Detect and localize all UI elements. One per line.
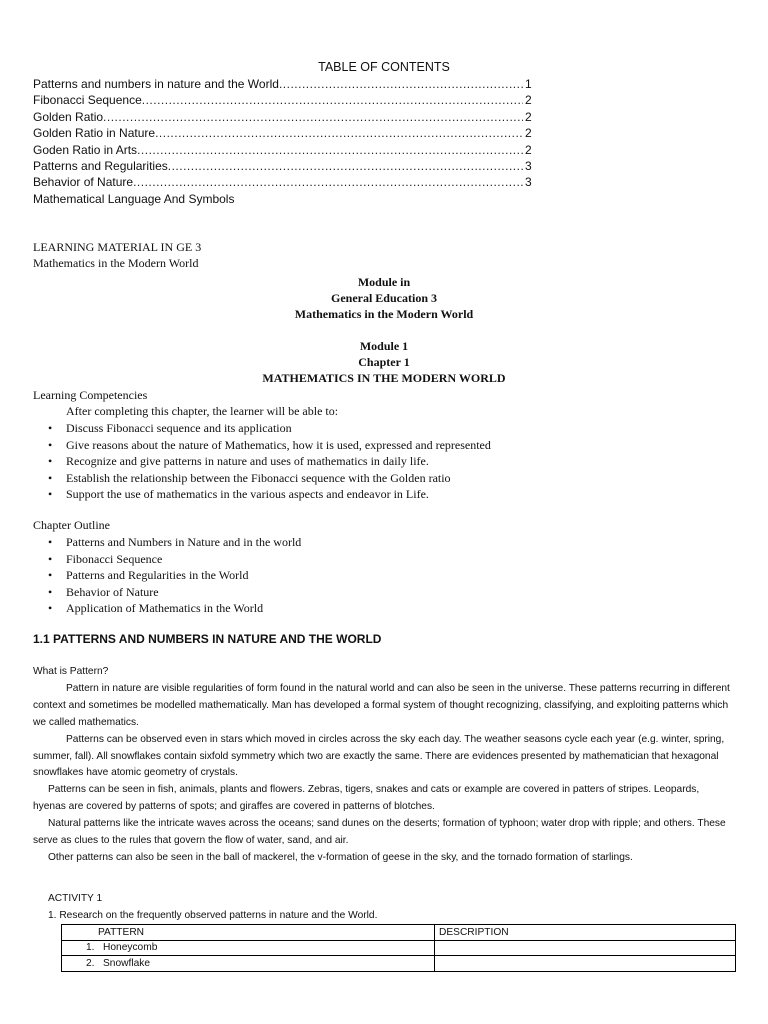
module-line: Module in (357, 275, 411, 289)
toc-entry-page: 1 (525, 77, 532, 91)
activity-table (61, 924, 736, 972)
toc-entry-label: Behavior of Nature (33, 175, 134, 190)
toc-entry[interactable] (33, 92, 533, 108)
list-item: • Fibonacci Sequence (33, 551, 301, 568)
paragraph: Natural patterns like the intricate waves across the oceans; sand dunes on the deserts; formation of typhoon; water drop with ripple; and others. These serve as clues to the rules that govern the flow of water, sand, and air. (33, 818, 726, 847)
module-heading (0, 274, 768, 322)
toc-entry[interactable] (33, 76, 533, 92)
list-item: • Patterns and Numbers in Nature and in the world (33, 534, 301, 551)
toc-title: TABLE OF CONTENTS (318, 60, 450, 74)
pattern-cell (62, 940, 435, 956)
module-number: Module 1 (359, 339, 409, 353)
list-item: • Recognize and give patterns in nature and uses of mathematics in daily life. (33, 453, 491, 470)
module-line: General Education 3 (330, 291, 437, 305)
column-header-pattern: PATTERN (62, 925, 435, 941)
section-body (33, 664, 733, 867)
description-cell[interactable] (435, 940, 736, 956)
toc-entry[interactable] (33, 142, 533, 158)
list-item: • Discuss Fibonacci sequence and its application (33, 420, 491, 437)
chapter-outline (33, 517, 301, 617)
chapter-heading (0, 338, 768, 386)
toc-entry-page: 3 (525, 158, 532, 173)
toc-entry[interactable] (33, 109, 533, 125)
chapter-number: Chapter 1 (358, 355, 410, 369)
competencies-title: Learning Competencies (33, 388, 148, 402)
table-header-row (62, 925, 736, 941)
toc-leader-dots (155, 125, 523, 141)
pattern-cell (62, 956, 435, 972)
paragraph: Other patterns can also be seen in the ball of mackerel, the v-formation of geese in the sky, and the tornado formation of starlings. (48, 851, 633, 863)
list-item: • Application of Mathematics in the World (33, 600, 301, 617)
learning-material-title: LEARNING MATERIAL IN GE 3 (33, 240, 202, 254)
toc-entry[interactable] (33, 158, 533, 174)
activity-instruction: 1. Research on the frequently observed patterns in nature and the World. (48, 910, 378, 921)
row-number: 2. (86, 957, 95, 969)
toc-entry-page: 2 (525, 109, 532, 124)
toc-leader-dots (142, 92, 523, 108)
question-heading: What is Pattern? (33, 666, 109, 677)
learning-competencies (33, 387, 491, 503)
outline-list (33, 534, 301, 617)
toc-leader-dots (133, 174, 523, 190)
toc-leader-dots (279, 76, 523, 92)
toc-entry-label: Patterns and numbers in nature and the World (33, 77, 279, 91)
toc-entry-page: 2 (525, 93, 532, 108)
toc-leader-dots (168, 158, 523, 174)
toc-entry-page: 2 (525, 126, 532, 141)
list-item: • Give reasons about the nature of Mathematics, how it is used, expressed and represented (33, 437, 491, 454)
list-item: • Patterns and Regularities in the World (33, 567, 301, 584)
list-item: • Support the use of mathematics in the various aspects and endeavor in Life. (33, 486, 491, 503)
toc-entry-label: Fibonacci Sequence (33, 93, 142, 108)
toc-entry-label: Goden Ratio in Arts (33, 142, 138, 157)
pattern-name: Honeycomb (103, 942, 158, 954)
chapter-title: MATHEMATICS IN THE MODERN WORLD (262, 371, 506, 385)
section-heading: 1.1 PATTERNS AND NUMBERS IN NATURE AND THE WORLD (33, 632, 382, 646)
competencies-list (33, 420, 491, 503)
toc-entry-label: Mathematical Language And Symbols (33, 191, 235, 206)
toc-entry-page: 2 (525, 142, 532, 157)
table-of-contents (33, 76, 533, 207)
row-number: 1. (86, 942, 95, 954)
activity-title: ACTIVITY 1 (48, 893, 103, 904)
subject-title: Mathematics in the Modern World (33, 256, 199, 270)
toc-entry[interactable] (33, 191, 533, 207)
pattern-name: Snowflake (103, 957, 151, 969)
paragraph: Patterns can be seen in fish, animals, plants and flowers. Zebras, tigers, snakes and cats or example are covered in patters of stripes. Leopards, hyenas are covered by patterns of spots; and giraffes are covered in patterns of blotches. (33, 784, 700, 813)
toc-entry-label: Patterns and Regularities (33, 158, 168, 173)
paragraph: Patterns can be observed even in stars which moved in circles across the sky each day. The weather seasons cycle each year (e.g. winter, spring, summer, fall). All snowflakes contain sixfold symmetry which two are exactly the same. There are evidences presented by mathematician that hexagonal snowflakes have atomic geometry of crystals. (33, 733, 725, 779)
toc-entry-label: Golden Ratio (33, 109, 104, 124)
list-item: • Establish the relationship between the Fibonacci sequence with the Golden ratio (33, 470, 491, 487)
outline-title: Chapter Outline (33, 518, 110, 532)
column-header-description: DESCRIPTION (435, 925, 736, 941)
competencies-intro: After completing this chapter, the learner will be able to: (66, 404, 339, 418)
description-cell[interactable] (435, 956, 736, 972)
toc-leader-dots (137, 142, 523, 158)
learning-material-header (33, 239, 201, 271)
toc-leader-dots (103, 109, 523, 125)
module-line: Mathematics in the Modern World (294, 307, 474, 321)
table-row (62, 940, 736, 956)
list-item: • Behavior of Nature (33, 584, 301, 601)
toc-entry[interactable] (33, 125, 533, 141)
table-row (62, 956, 736, 972)
toc-entry-page: 3 (525, 175, 532, 190)
toc-entry-label: Golden Ratio in Nature (33, 126, 156, 141)
paragraph: Pattern in nature are visible regularities of form found in the natural world and can also be seen in the universe. These patterns recurring in different context and sometimes be modelled mathematically. Man has developed a formal system of thought recognizing, classifying, and exploiting patterns which we called mathematics. (33, 682, 730, 728)
toc-entry[interactable] (33, 174, 533, 190)
